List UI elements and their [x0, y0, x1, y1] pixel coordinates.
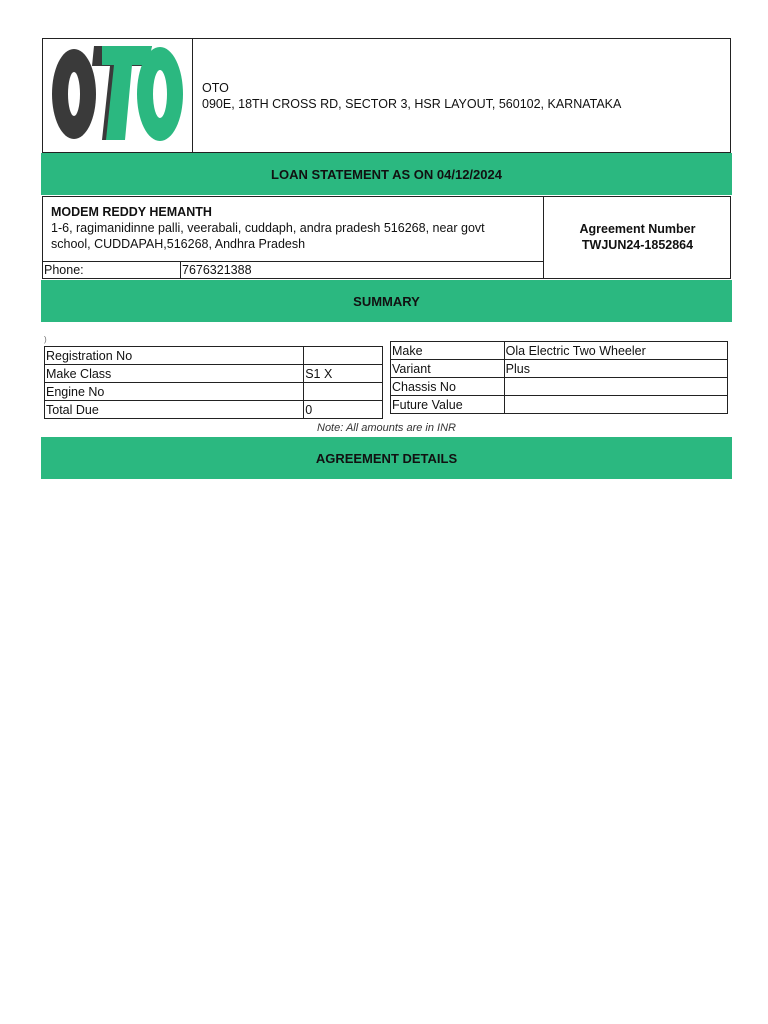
- agreement-label: Agreement Number: [579, 222, 696, 236]
- summary-label: Future Value: [391, 396, 505, 414]
- summary-value: [504, 378, 727, 396]
- logo-cell: [42, 38, 193, 153]
- currency-note: Note: All amounts are in INR: [317, 422, 456, 434]
- table-row: [391, 360, 728, 378]
- statement-title: LOAN STATEMENT AS ON 04/12/2024: [271, 166, 502, 182]
- summary-band: [41, 280, 732, 322]
- agreement-number: TWJUN24-1852864: [581, 238, 694, 252]
- summary-label: Make: [391, 342, 505, 360]
- summary-value: Ola Electric Two Wheeler: [504, 342, 727, 360]
- table-row: [45, 365, 383, 383]
- summary-value: Plus: [504, 360, 727, 378]
- statement-title-band: [41, 153, 732, 195]
- summary-right-table: [390, 341, 728, 414]
- table-row: [45, 401, 383, 419]
- phone-cell-divider: [180, 261, 181, 279]
- company-info: [202, 80, 621, 112]
- summary-value: [304, 347, 383, 365]
- agreement-details-title: AGREEMENT DETAILS: [315, 450, 458, 466]
- summary-label: Variant: [391, 360, 505, 378]
- oto-logo: [42, 38, 193, 153]
- summary-label: Engine No: [45, 383, 304, 401]
- table-row: [391, 378, 728, 396]
- table-row: [45, 347, 383, 365]
- phone-value: 7676321388: [182, 263, 252, 277]
- table-row: [391, 342, 728, 360]
- summary-value: S1 X: [304, 365, 383, 383]
- customer-address: 1-6, ragimanidinne palli, veerabali, cuddaph, andra pradesh 516268, near govt school, CUDDAPAH,516268, Andhra Pradesh: [51, 221, 485, 251]
- stray-mark: ): [44, 335, 47, 344]
- phone-row-divider: [42, 261, 544, 262]
- company-name: OTO: [202, 81, 229, 95]
- summary-title: SUMMARY: [353, 293, 420, 309]
- summary-label: Make Class: [45, 365, 304, 383]
- summary-left-table: [44, 346, 383, 419]
- phone-label: Phone:: [44, 263, 84, 277]
- summary-label: Registration No: [45, 347, 304, 365]
- summary-label: Chassis No: [391, 378, 505, 396]
- company-address: 090E, 18TH CROSS RD, SECTOR 3, HSR LAYOUT, 560102, KARNATAKA: [202, 97, 622, 111]
- summary-value: [504, 396, 727, 414]
- agreement-block: [544, 221, 731, 253]
- summary-value: [304, 383, 383, 401]
- agreement-details-band: [41, 437, 732, 479]
- summary-value: 0: [304, 401, 383, 419]
- customer-name: MODEM REDDY HEMANTH: [51, 205, 212, 219]
- summary-label: Total Due: [45, 401, 304, 419]
- table-row: [45, 383, 383, 401]
- table-row: [391, 396, 728, 414]
